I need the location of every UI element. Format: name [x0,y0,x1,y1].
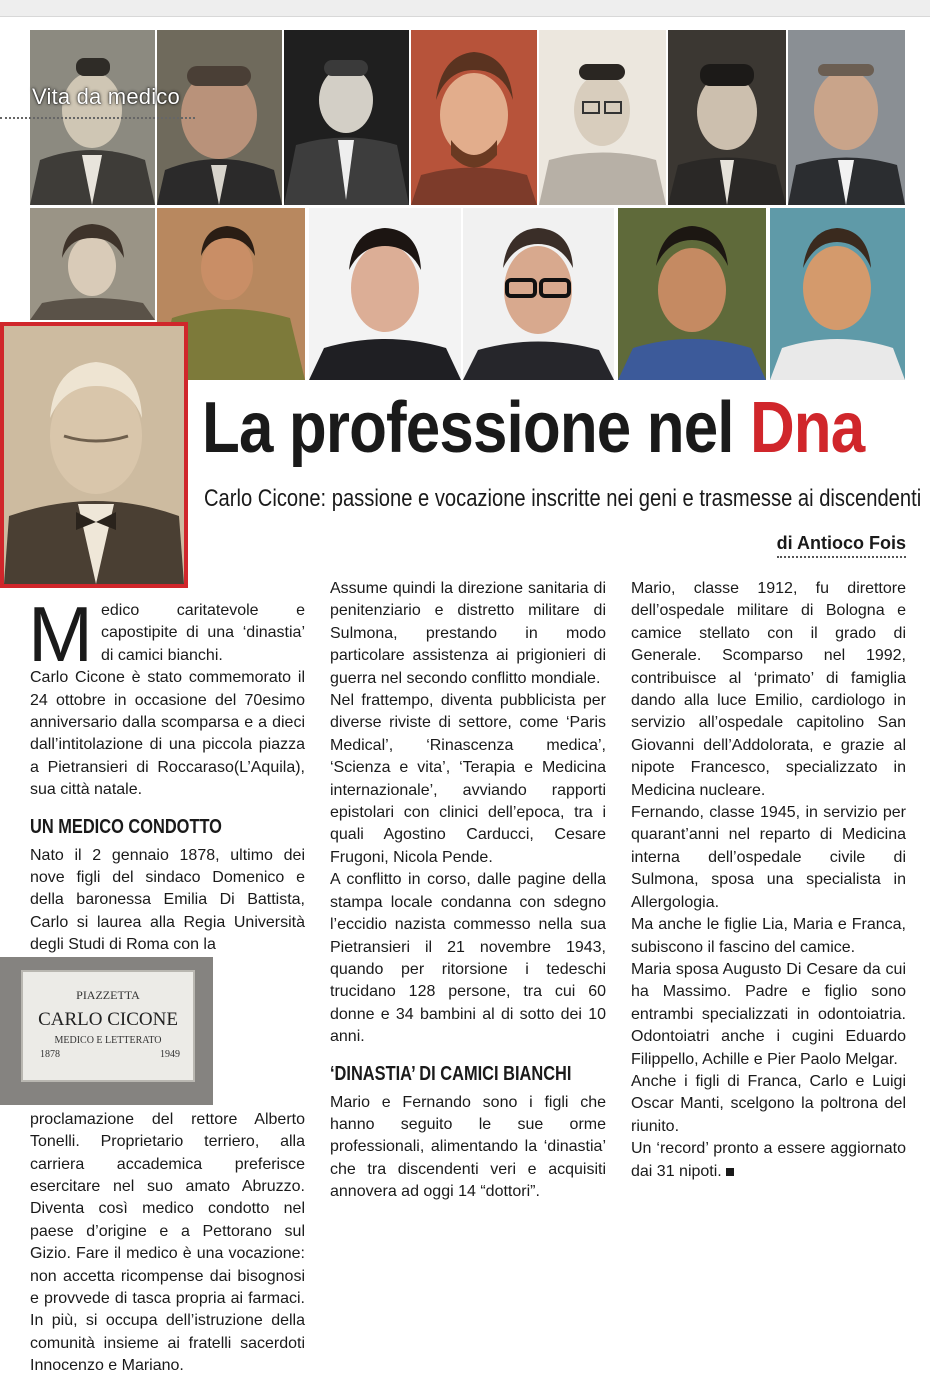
paragraph-text: Un ‘record’ pronto a essere aggiornato dai 31 nipoti. [631,1140,906,1180]
plaque-line3: MEDICO E LETTERATO [54,1034,162,1046]
paragraph-with-plaque [30,957,305,1378]
section-tag-rule [0,117,195,119]
plaque-line2: CARLO CICONE [38,1008,178,1030]
end-mark-icon [726,1168,734,1176]
section-title: UN MEDICO CONDOTTO [30,815,222,838]
headline-main: La professione nel [202,388,750,468]
intro-rest: Carlo Cicone è stato commemorato il 24 ottobre in occasione del 70esimo anniversario dalla scomparsa e a dieci dall’intitolazione di una piccola piazza a Pietransieri di Roccaraso(L’Aquila), sua città natale. [30,669,305,799]
plaque-year-end: 1949 [160,1048,180,1060]
portrait-photo [463,208,614,380]
paragraph: Maria sposa Augusto Di Cesare da cui ha Massimo. Padre e figlio sono entrambi specializzati in odontoiatria. Odontoiatri anche i cugini Eduardo Filippello, Achille e Pier Paolo Melgar. [631,960,906,1068]
dropcap: M [28,590,93,678]
intro-lead: edico caritatevole e capostipite di una ‘dinastia’ di camici bianchi. [100,602,305,664]
paragraph-text: proclamazione del rettore Alberto Tonelli. Proprietario terriero, alla carriera accademica preferisce esercitare nel suo amato Abruzzo. Diventa così medico condotto nel paese d’origine e a Pettorano sul Gizio. Fare il medico è una vocazione: non accetta ricompense dai bisognosi e provvede di tasca propria ai farmaci. In più, si occupa dell’istruzione della comunità insieme ai fratelli sacerdoti Innocenzo e Mariano. [30,1110,305,1375]
portrait-photo [618,208,766,380]
byline: di Antioco Fois [777,533,906,558]
article-column-1 [28,590,305,1378]
paragraph: A conflitto in corso, dalle pagine della stampa locale condanna con sdegno l’eccidio nazista commesso nella sua Pietransieri il 21 novembre 1943, quando per ritorsione i tedeschi trucidano 128 persone, tra cui 60 donne e 34 bambini al di sotto dei 10 anni. [330,871,606,1046]
founder-portrait [0,322,188,588]
portrait-photo [668,30,786,205]
section-tag: Vita da medico [32,84,180,109]
paragraph: Assume quindi la direzione sanitaria di penitenziario e distretto militare di Sulmona, prestando in modo particolare assistenza ai prigionieri di guerra nel secondo conflitto mondiale. [330,580,606,687]
section-title: ‘DINASTIA’ DI CAMICI BIANCHI [330,1062,572,1085]
paragraph: Nel frattempo, diventa pubblicista per diverse riviste di settore, come ‘Paris Medical’, ‘Rinascenza medica’, ‘Scienza e vita’, ‘Terapia e Medicina internazionale’, avviando rapporti epistolari con clinici dell’epoca, tra i quali Agostino Carducci, Cesare Frugoni, Nicola Pende. [330,692,606,866]
article-column-2 [330,578,606,1204]
portrait-photo [539,30,666,205]
plaque-photo [0,957,213,1105]
headline-accent: Dna [749,388,865,468]
paragraph: Fernando, classe 1945, in servizio per quarant’anni nel reparto di Medicina interna dell’ospedale civile di Sulmona, sposa una specialista in Allergologia. [631,804,906,911]
top-bar [0,0,930,17]
plaque-year-start: 1878 [40,1048,60,1060]
closing-paragraph [631,1138,906,1183]
plaque-line1: PIAZZETTA [76,987,140,1002]
subheadline: Carlo Cicone: passione e vocazione inscritte nei geni e trasmesse ai discendenti [204,485,922,512]
paragraph: Mario, classe 1912, fu direttore dell’ospedale militare di Bologna e camice stellato con il grado di Generale. Scomparso nel 1992, contribuisce al ‘primato’ di famiglia dando alla luce Emilio, cardiologo in servizio all’ospedale capitolino San Giovanni dell’Addolorata, e grazie al nipote Francesco, specializzato in Medicina nucleare. [631,580,906,799]
intro-paragraph [28,590,305,678]
paragraph: Ma anche le figlie Lia, Maria e Franca, subiscono il fascino del camice. [631,916,906,956]
portrait-photo [30,208,155,320]
paragraph: Anche i figli di Franca, Carlo e Luigi Oscar Manti, scelgono la poltrona del riunito. [631,1072,906,1135]
portrait-photo [788,30,905,205]
paragraph: Nato il 2 gennaio 1878, ultimo dei nove figli del sindaco Domenico e della baronessa Emilia Di Battista, Carlo si laurea alla Regia Università degli Studi di Roma con la [30,846,305,954]
portrait-photo [309,208,461,380]
portrait-photo [411,30,537,205]
portrait-photo [770,208,905,380]
article-column-3 [631,578,906,1183]
headline [202,386,865,470]
paragraph: Mario e Fernando sono i figli che hanno seguito le sue orme professionali, alimentando la ‘dinastia’ che tra discendenti veri e acquisiti annovera ad oggi 14 “dottori”. [330,1093,606,1201]
portrait-photo [284,30,409,205]
